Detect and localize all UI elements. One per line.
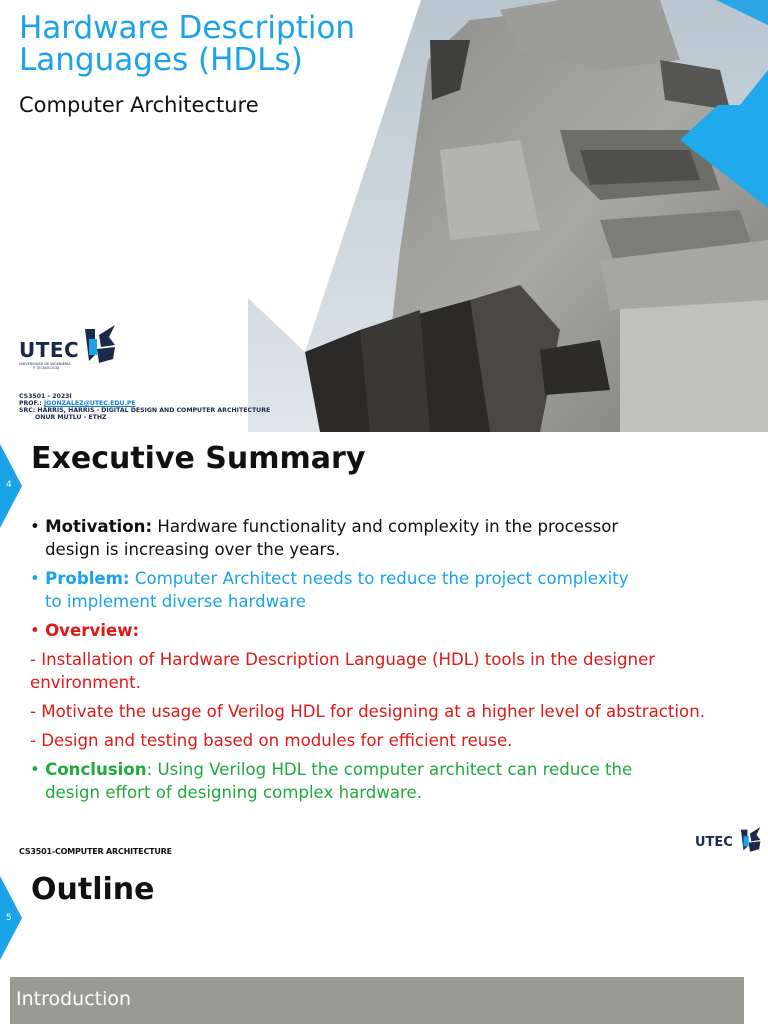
utec-logo-text: UTEC [19,338,80,362]
slide-heading: Outline [31,872,155,907]
footer-course: CS3501-COMPUTER ARCHITECTURE [19,847,172,856]
executive-summary-slide [0,432,768,862]
overview-item: - Installation of Hardware Description Language (HDL) tools in the designer environment. [30,650,656,692]
overview-label: Overview: [45,621,140,640]
motivation-text-cont: design is increasing over the years. [45,540,341,559]
utec-logo-sub2: Y TECNOLOGÍA [33,366,60,370]
utec-logo-small [695,827,765,857]
bullet-char: • [30,569,40,588]
page-number: 4 [6,480,12,490]
bullet-char: • [30,760,40,779]
source-line-1: SRC: HARRIS, HARRIS - DIGITAL DESIGN AND COMPUTER ARCHITECTURE [19,407,271,414]
title-line-1: Hardware Description [19,10,356,46]
problem-text-cont: to implement diverse hardware [45,592,307,611]
utec-logo-sub1: UNIVERSIDAD DE INGENIERÍA [19,362,71,366]
overview-item: - Design and testing based on modules for efficient reuse. [30,731,513,750]
page-number: 5 [6,913,12,923]
conclusion-label: Conclusion [45,760,147,779]
conclusion-text: : Using Verilog HDL the computer architect can reduce the [146,760,633,779]
presentation-subtitle: Computer Architecture [19,93,259,117]
outline-slide [0,862,768,1024]
course-code: CS3501 - 2023I [19,393,72,400]
utec-mark-icon [79,325,119,365]
problem-text: Computer Architect needs to reduce the project complexity [129,569,629,588]
summary-bullets [30,515,720,810]
bullet-problem [30,567,720,613]
utec-logo [19,325,119,373]
bullet-conclusion [30,758,720,804]
motivation-text: Hardware functionality and complexity in the processor [152,517,619,536]
bullet-overview [30,619,720,642]
bullet-char: • [30,621,40,640]
overview-item: - Motivate the usage of Verilog HDL for designing at a higher level of abstraction. [30,702,705,721]
outline-item-label: Introduction [16,988,132,1010]
motivation-label: Motivation: [45,517,153,536]
problem-label: Problem: [45,569,130,588]
professor-line [19,400,136,407]
source-line-2: ONUR MUTLU - ETHZ [35,414,107,421]
title-slide [0,0,768,432]
outline-item-introduction[interactable] [10,977,744,1024]
utec-logo-text: UTEC [695,835,733,850]
professor-email-link[interactable]: JGONZALEZ@UTEC.EDU.PE [43,400,136,407]
conclusion-text-cont: design effort of designing complex hardware. [45,783,422,802]
bullet-char: • [30,517,40,536]
bullet-motivation [30,515,720,561]
title-line-2: Languages (HDLs) [19,42,303,78]
slide-heading: Executive Summary [31,441,366,476]
professor-label: PROF.: [19,400,42,407]
presentation-title [19,12,429,76]
utec-mark-icon [737,827,763,853]
